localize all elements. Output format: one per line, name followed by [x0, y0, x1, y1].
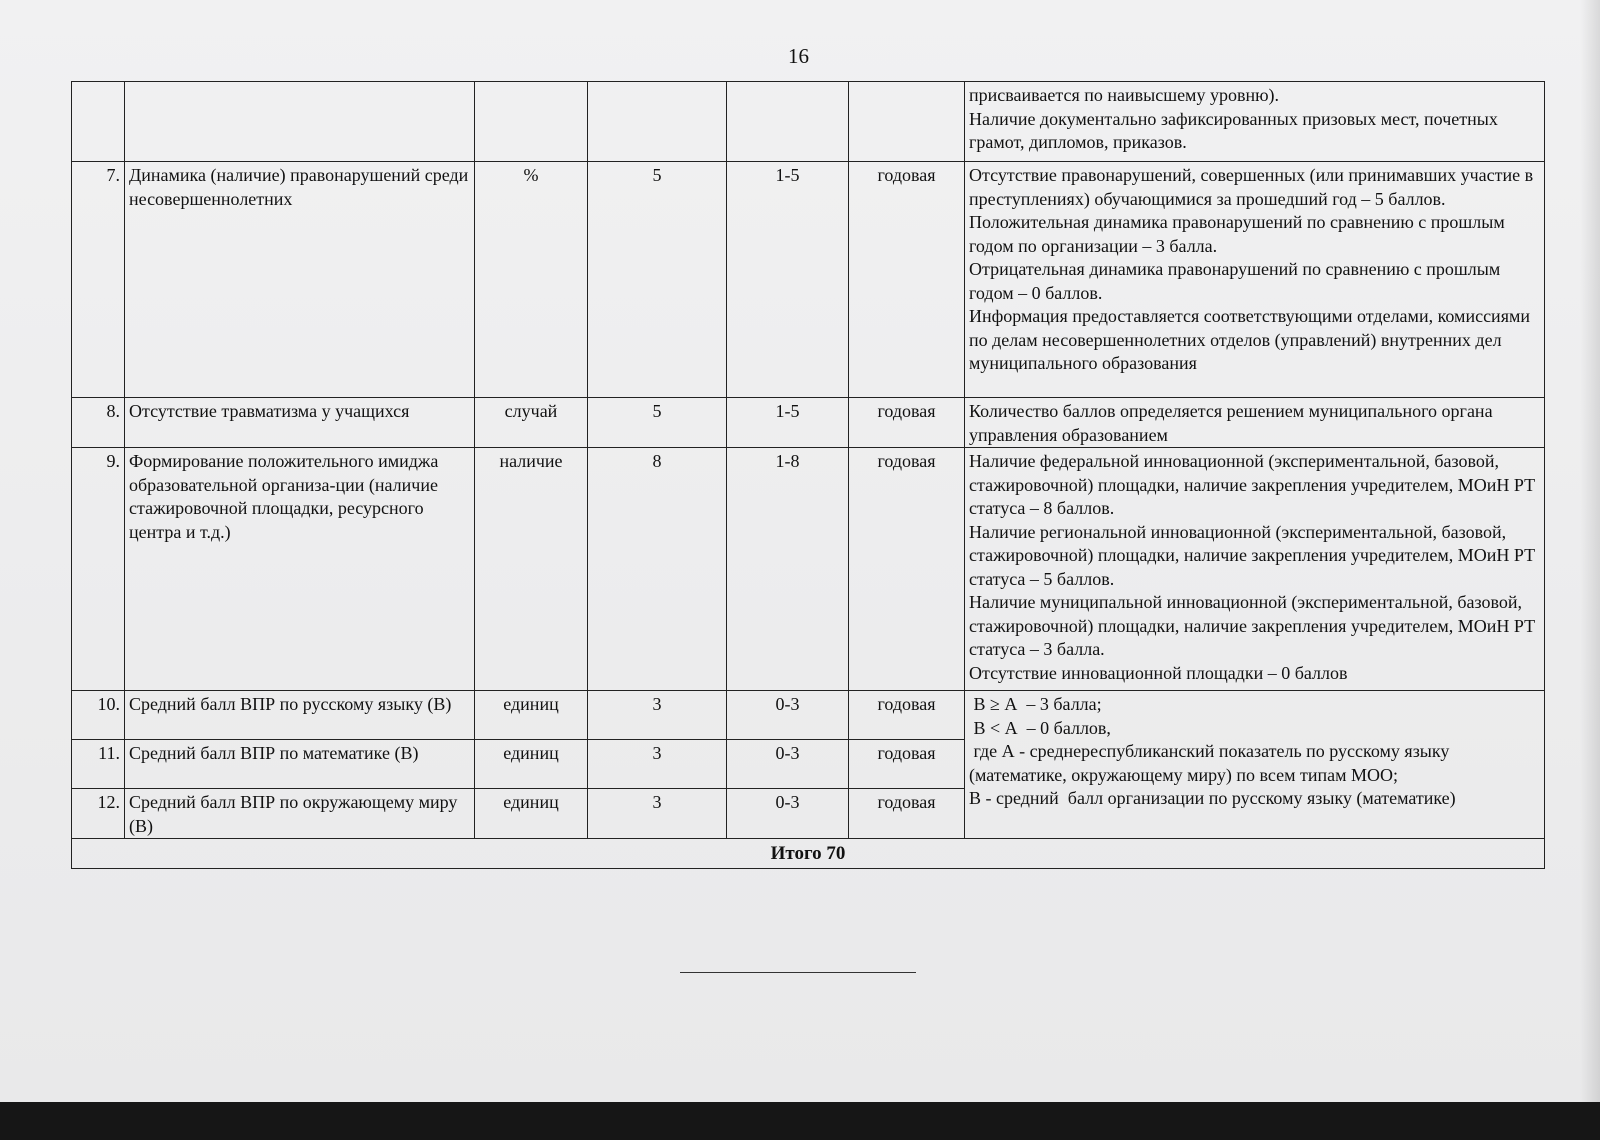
evaluation-method-cell — [965, 448, 1545, 691]
max-score-cell: 5 — [588, 398, 727, 448]
method-paragraph: Отсутствие инновационной площадки – 0 баллов — [969, 662, 1348, 683]
unit-cell: наличие — [475, 448, 588, 691]
table-row — [72, 448, 1545, 691]
method-paragraph: Наличие региональной инновационной (экспериментальной, базовой, стажировочной) площадки, наличие закрепления учредителем, МОиН РТ статуса – 5 баллов. — [969, 521, 1536, 589]
row-number — [72, 82, 125, 162]
max-score-cell: 5 — [588, 162, 727, 398]
range-cell: 0-3 — [727, 789, 849, 839]
scan-bottom-border — [0, 1102, 1600, 1140]
row-number: 7. — [72, 162, 125, 398]
period-cell: годовая — [849, 789, 965, 839]
page-number: 16 — [788, 44, 809, 68]
method-paragraph: В < А – 0 баллов, — [969, 717, 1111, 738]
unit-cell: единиц — [475, 740, 588, 789]
max-score-cell: 3 — [588, 740, 727, 789]
range-cell: 1-5 — [727, 162, 849, 398]
period-cell: годовая — [849, 448, 965, 691]
method-paragraph: Наличие федеральной инновационной (экспериментальной, базовой, стажировочной) площадки, наличие закрепления учредителем, МОиН РТ статуса – 8 баллов. — [969, 451, 1536, 518]
unit-cell: % — [475, 162, 588, 398]
range-cell: 1-5 — [727, 398, 849, 448]
range-cell: 0-3 — [727, 691, 849, 740]
method-paragraph: Наличие муниципальной инновационной (экспериментальной, базовой, стажировочной) площадки, наличие закрепления учредителем, МОиН РТ статуса – 3 балла. — [969, 592, 1536, 659]
criterion-name: Формирование положительного имиджа образовательной организа-ции (наличие стажировочной площадки, ресурсного центра и т.д.) — [125, 448, 475, 691]
max-score-cell: 8 — [588, 448, 727, 691]
period-cell: годовая — [849, 162, 965, 398]
table-row — [72, 398, 1545, 448]
vpr-evaluation-method-cell — [965, 691, 1545, 839]
row-number: 8. — [72, 398, 125, 448]
range-cell: 1-8 — [727, 448, 849, 691]
period-cell: годовая — [849, 398, 965, 448]
unit-cell: единиц — [475, 789, 588, 839]
evaluation-method-cell — [965, 82, 1545, 162]
row-number: 11. — [72, 740, 125, 789]
method-paragraph: Информация предоставляется соответствующими отделами, комиссиями по делам несовершеннолетних отделов (управлений) внутренних дел муниципального образования — [969, 306, 1530, 373]
scan-edge-shadow — [1580, 0, 1600, 1102]
range-cell: 0-3 — [727, 740, 849, 789]
criterion-name: Отсутствие травматизма у учащихся — [125, 398, 475, 448]
evaluation-method-cell — [965, 398, 1545, 448]
table-row — [72, 82, 1545, 162]
row-number: 9. — [72, 448, 125, 691]
max-score-cell: 3 — [588, 789, 727, 839]
row-number: 10. — [72, 691, 125, 740]
method-paragraph: где А - среднереспубликанский показатель по русскому языку (математике, окружающему миру) по всем типам МОО; — [969, 741, 1454, 785]
period-cell: годовая — [849, 691, 965, 740]
criterion-name: Средний балл ВПР по окружающему миру (В) — [125, 789, 475, 839]
period-cell: годовая — [849, 740, 965, 789]
criterion-name: Динамика (наличие) правонарушений среди несовершеннолетних — [125, 162, 475, 398]
unit-cell — [475, 82, 588, 162]
method-paragraph: В ≥ А – 3 балла; — [969, 694, 1102, 714]
criterion-name — [125, 82, 475, 162]
method-paragraph: В - средний балл организации по русскому языку (математике) — [969, 788, 1456, 808]
max-score-cell: 3 — [588, 691, 727, 740]
table-row — [72, 691, 1545, 740]
table-row — [72, 162, 1545, 398]
method-paragraph: Количество баллов определяется решением муниципального органа управления образованием — [969, 401, 1493, 445]
max-score-cell — [588, 82, 727, 162]
method-paragraph: присваивается по наивысшему уровню). — [969, 85, 1280, 105]
footer-divider — [680, 972, 916, 973]
criteria-table — [71, 81, 1545, 869]
unit-cell: единиц — [475, 691, 588, 740]
method-paragraph: Отрицательная динамика правонарушений по сравнению с прошлым годом – 0 баллов. — [969, 259, 1501, 303]
range-cell — [727, 82, 849, 162]
method-paragraph: Наличие документально зафиксированных призовых мест, почетных грамот, дипломов, приказов. — [969, 108, 1498, 152]
criterion-name: Средний балл ВПР по русскому языку (В) — [125, 691, 475, 740]
row-number: 12. — [72, 789, 125, 839]
method-paragraph: Отсутствие правонарушений, совершенных (или принимавших участие в преступлениях) обучающимися за прошедший год – 5 баллов. — [969, 165, 1534, 209]
criterion-name: Средний балл ВПР по математике (В) — [125, 740, 475, 789]
evaluation-method-cell — [965, 162, 1545, 398]
total-row — [72, 839, 1545, 869]
unit-cell: случай — [475, 398, 588, 448]
period-cell — [849, 82, 965, 162]
total-label: Итого 70 — [72, 839, 1545, 869]
method-paragraph: Положительная динамика правонарушений по сравнению с прошлым годом по организации – 3 балла. — [969, 212, 1505, 256]
